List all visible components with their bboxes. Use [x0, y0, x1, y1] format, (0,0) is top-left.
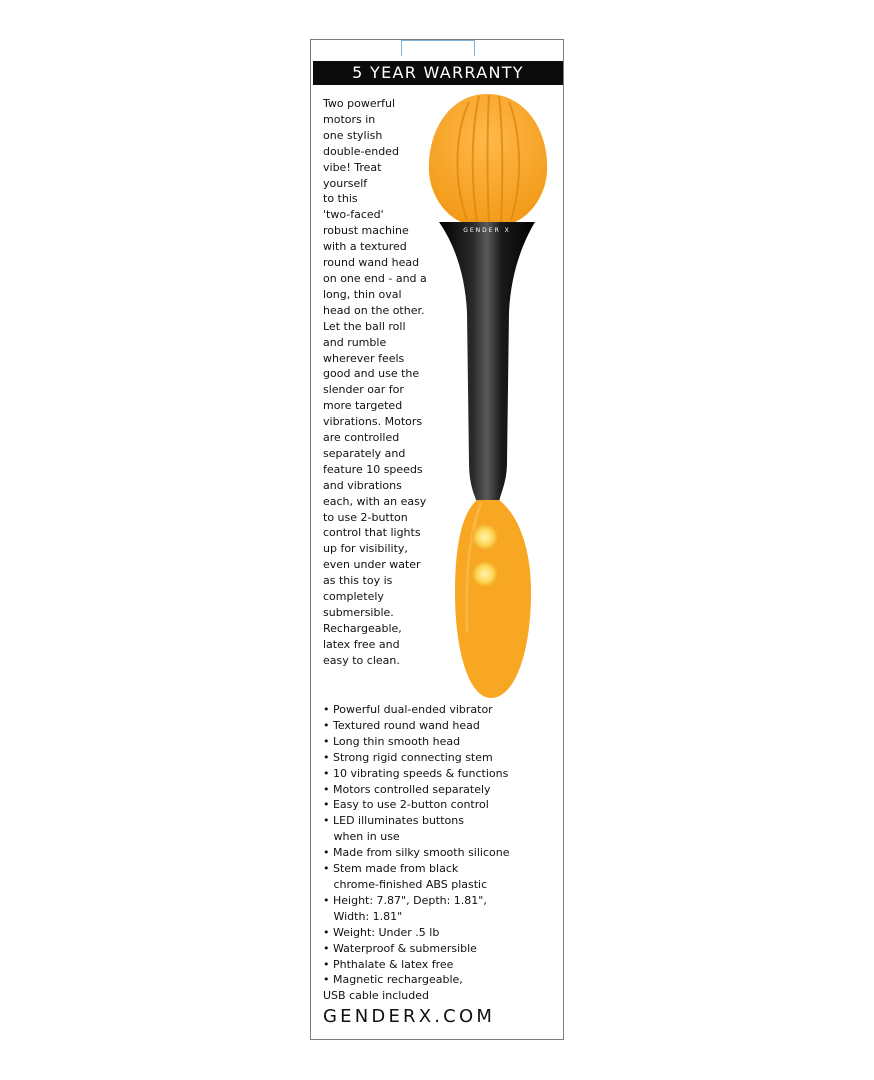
feature-item: USB cable included: [323, 989, 430, 1003]
warranty-banner: 5 YEAR WARRANTY: [313, 61, 563, 85]
description-line: on one end - and a: [323, 271, 427, 285]
description-line: 'two-faced': [323, 208, 384, 222]
description-line: submersible.: [323, 606, 394, 619]
description-line: more targeted: [323, 399, 403, 413]
description-line: Two powerful: [323, 97, 396, 110]
feature-item: • Motors controlled separately: [323, 782, 491, 796]
description-line: good and use the: [323, 367, 420, 381]
description-line: easy to clean.: [323, 653, 400, 667]
feature-item: • Height: 7.87", Depth: 1.81",: [323, 893, 487, 907]
button-1-led: [472, 524, 498, 550]
description-line: separately and: [323, 446, 406, 460]
description-line: vibrations. Motors: [323, 415, 423, 429]
feature-item: • Magnetic rechargeable,: [323, 973, 463, 987]
feature-item: • Waterproof & submersible: [323, 941, 477, 955]
description-line: are controlled: [323, 431, 400, 445]
feature-item: • Long thin smooth head: [323, 734, 461, 748]
feature-item: Width: 1.81": [323, 909, 403, 923]
product-packaging-panel: [310, 39, 564, 1040]
feature-item: • Phthalate & latex free: [323, 957, 454, 971]
description-line: with a textured: [323, 240, 407, 254]
description-line: head on the other.: [323, 303, 425, 317]
website-url: GENDERX.COM: [323, 1006, 496, 1027]
feature-item: • Strong rigid connecting stem: [323, 750, 493, 764]
feature-item: • Stem made from black: [323, 862, 459, 876]
description-line: latex free and: [323, 637, 400, 651]
description-line: completely: [323, 590, 384, 604]
connecting-stem: [439, 222, 535, 502]
feature-item: • Powerful dual-ended vibrator: [323, 703, 493, 716]
description-line: even under water: [323, 558, 421, 572]
feature-item: • Made from silky smooth silicone: [323, 846, 510, 860]
description-line: control that lights: [323, 526, 421, 540]
feature-item: • LED illuminates buttons: [323, 814, 464, 828]
description-line: Let the ball roll: [323, 319, 406, 333]
feature-item: chrome-finished ABS plastic: [323, 877, 488, 891]
description-line: vibe! Treat: [323, 160, 382, 174]
description-line: slender oar for: [323, 383, 404, 397]
description-line: motors in: [323, 112, 376, 126]
product-image: [411, 92, 551, 702]
guide-mark: [474, 40, 475, 56]
description-line: Rechargeable,: [323, 621, 402, 635]
description-line: one stylish: [323, 128, 383, 142]
feature-item: • Textured round wand head: [323, 718, 480, 732]
description-line: to this: [323, 192, 358, 206]
description-line: yourself: [323, 176, 368, 190]
description-line: long, thin oval: [323, 287, 402, 301]
description-line: wherever feels: [323, 351, 405, 365]
description-line: double-ended: [323, 144, 399, 158]
description-line: as this toy is: [323, 574, 393, 588]
description-line: feature 10 speeds: [323, 462, 423, 476]
guide-mark: [401, 40, 475, 41]
description-line: and vibrations: [323, 478, 402, 492]
feature-list: [323, 702, 563, 1004]
description-line: each, with an easy: [323, 494, 427, 508]
button-2-led: [472, 561, 498, 587]
description-line: to use 2-button: [323, 510, 408, 524]
description-line: up for visibility,: [323, 542, 408, 556]
feature-item: when in use: [323, 830, 400, 844]
description-line: and rumble: [323, 335, 387, 349]
description-line: robust machine: [323, 224, 409, 238]
description-line: round wand head: [323, 256, 420, 270]
guide-mark: [401, 40, 402, 56]
feature-item: • 10 vibrating speeds & functions: [323, 766, 509, 780]
stem-brand-mark: GENDER X: [463, 227, 511, 234]
feature-item: • Easy to use 2-button control: [323, 798, 489, 812]
feature-item: • Weight: Under .5 lb: [323, 925, 440, 939]
